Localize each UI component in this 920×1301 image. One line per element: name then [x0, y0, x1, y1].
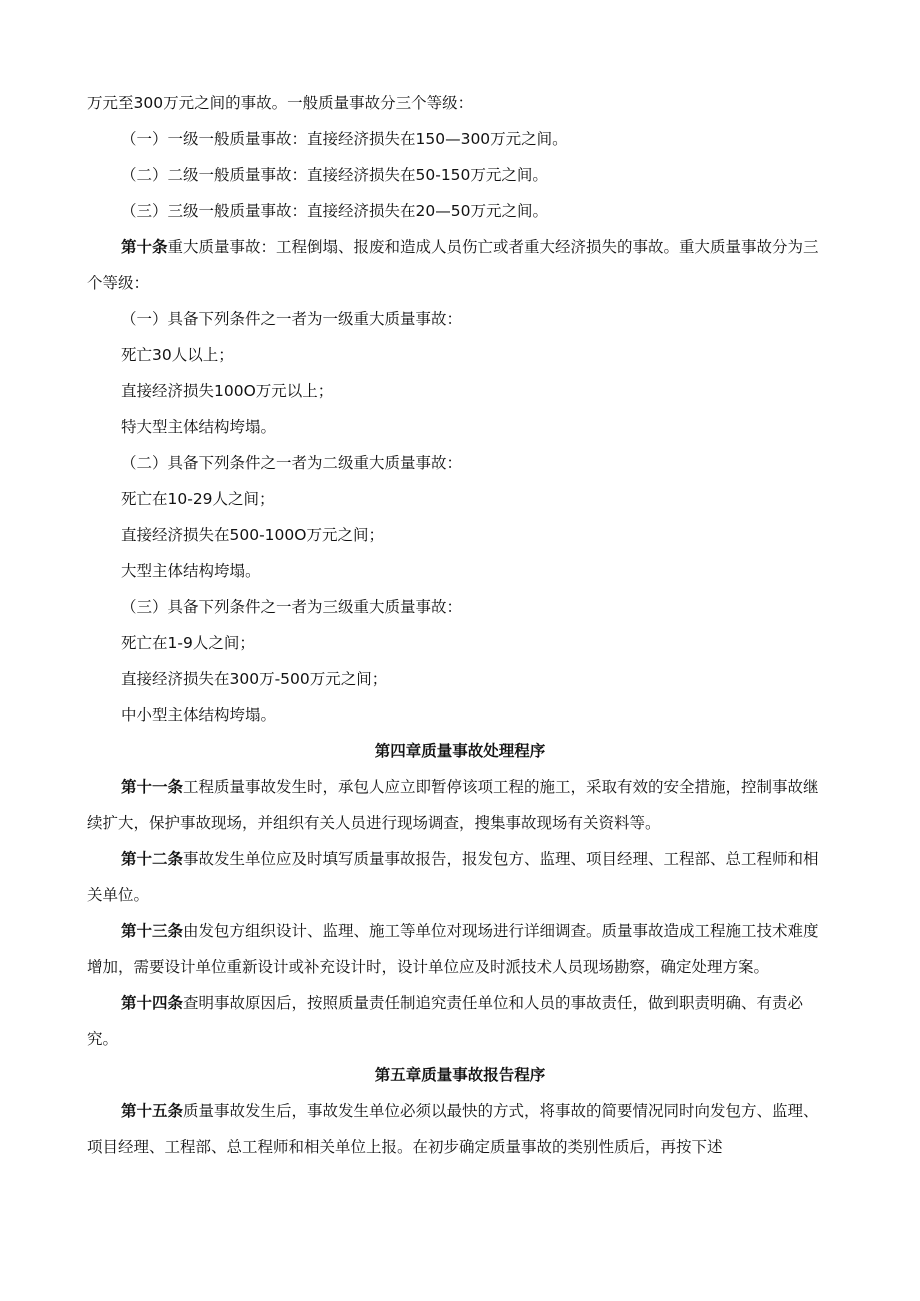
chapter-heading: [87, 733, 833, 769]
article-text: 重大质量事故：工程倒塌、报废和造成人员伤亡或者重大经济损失的事故。重大质量事故分为三个等级：: [87, 238, 819, 292]
paragraph-text: （二）具备下列条件之一者为二级重大质量事故：: [121, 454, 463, 472]
sub-clause: [87, 589, 833, 625]
sub-clause: [87, 301, 833, 337]
article-paragraph: [87, 769, 833, 841]
paragraph-text: （一）具备下列条件之一者为一级重大质量事故：: [121, 310, 463, 328]
paragraph: [87, 85, 833, 121]
sub-clause: [87, 445, 833, 481]
article-paragraph: [87, 1093, 833, 1165]
article-text: 工程质量事故发生时，承包人应立即暂停该项工程的施工，采取有效的安全措施，控制事故继续扩大，保护事故现场，并组织有关人员进行现场调查，搜集事故现场有关资料等。: [87, 778, 819, 832]
list-item: [87, 373, 833, 409]
paragraph-text: （三）具备下列条件之一者为三级重大质量事故：: [121, 598, 463, 616]
sub-clause: [87, 193, 833, 229]
list-item: [87, 481, 833, 517]
article-number: 第十五条: [121, 1102, 184, 1120]
paragraph-text: 大型主体结构垮塌。: [121, 562, 261, 580]
article-paragraph: [87, 913, 833, 985]
list-item: [87, 553, 833, 589]
article-number: 第十一条: [121, 778, 184, 796]
article-number: 第十四条: [121, 994, 184, 1012]
paragraph-text: 直接经济损失在300万-500万元之间；: [121, 670, 388, 688]
paragraph-text: 死亡在10-29人之间；: [121, 490, 275, 508]
paragraph-text: 第四章质量事故处理程序: [374, 742, 546, 760]
paragraph-text: 直接经济损失100O万元以上；: [121, 382, 334, 400]
article-text: 质量事故发生后，事故发生单位必须以最快的方式，将事故的简要情况同时向发包方、监理、项目经理、工程部、总工程师和相关单位上报。在初步确定质量事故的类别性质后，再按下述: [87, 1102, 819, 1156]
list-item: [87, 517, 833, 553]
article-paragraph: [87, 985, 833, 1057]
article-paragraph: [87, 841, 833, 913]
paragraph-text: 特大型主体结构垮塌。: [121, 418, 277, 436]
sub-clause: [87, 121, 833, 157]
article-number: 第十条: [121, 238, 168, 256]
paragraph-text: 第五章质量事故报告程序: [374, 1066, 546, 1084]
paragraph-text: 死亡30人以上；: [121, 346, 234, 364]
article-text: 事故发生单位应及时填写质量事故报告，报发包方、监理、项目经理、工程部、总工程师和相关单位。: [87, 850, 819, 904]
article-text: 查明事故原因后，按照质量责任制追究责任单位和人员的事故责任，做到职责明确、有责必究。: [87, 994, 804, 1048]
list-item: [87, 625, 833, 661]
list-item: [87, 697, 833, 733]
paragraph-text: （二）二级一般质量事故：直接经济损失在50-150万元之间。: [121, 166, 548, 184]
article-paragraph: [87, 229, 833, 301]
article-number: 第十二条: [121, 850, 184, 868]
paragraph-text: （三）三级一般质量事故：直接经济损失在20—50万元之间。: [121, 202, 548, 220]
paragraph-text: 中小型主体结构垮塌。: [121, 706, 277, 724]
paragraph-text: 直接经济损失在500-100O万元之间；: [121, 526, 384, 544]
article-text: 由发包方组织设计、监理、施工等单位对现场进行详细调查。质量事故造成工程施工技术难度增加，需要设计单位重新设计或补充设计时，设计单位应及时派技术人员现场勘察，确定处理方案。: [87, 922, 819, 976]
list-item: [87, 337, 833, 373]
paragraph-text: （一）一级一般质量事故：直接经济损失在150—300万元之间。: [121, 130, 568, 148]
list-item: [87, 409, 833, 445]
chapter-heading: [87, 1057, 833, 1093]
paragraph-text: 万元至300万元之间的事故。一般质量事故分三个等级：: [87, 94, 474, 112]
sub-clause: [87, 157, 833, 193]
paragraph-text: 死亡在1-9人之间；: [121, 634, 255, 652]
document-body: [87, 85, 833, 1165]
article-number: 第十三条: [121, 922, 184, 940]
list-item: [87, 661, 833, 697]
